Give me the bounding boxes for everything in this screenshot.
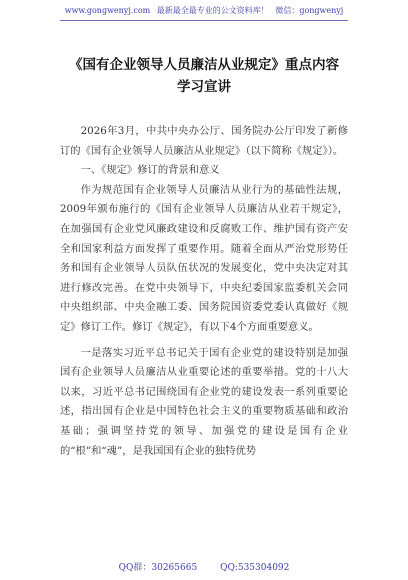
paragraph-point-one: 一是落实习近平总书记关于国有企业党的建设特别是加强国有企业领导人员廉洁从业重要论述的重要举措。党的十八大以来，习近平总书记围绕国有企业党的建设发表一系列重要论述，指出国有企业是中国特色社会主义的重要物质基础和政治基础；强调坚持党的领导、加强党的建设是国有企业的“根”和“魂”，是我国国有企业的独特优势 — [60, 346, 348, 457]
document-title — [40, 54, 368, 98]
page-header — [0, 6, 408, 16]
paragraph-background: 作为规范国有企业领导人员廉洁从业行为的基础性法规，2009年颁布施行的《国有企业领导人员廉洁从业若干规定》，在加强国有企业党风廉政建设和反腐败工作、维护国有资产安全和国家利益方面发挥了重要作用。随着全面从严治党形势任务和国有企业领导人员队伍状况的发展变化，党中央决定对其进行修改完善。在党中央领导下，中央纪委国家监委机关会同中央组织部、中央金融工委、国务院国资委党委认真做好《规定》修订工作。修订《规定》，有以下4个方面重要意义。 — [60, 183, 348, 333]
footer-qq: QQ:535304092 — [220, 563, 290, 573]
page-footer — [0, 562, 408, 574]
footer-qq-group: QQ群：30265665 — [118, 563, 198, 573]
document-body — [60, 122, 348, 461]
section-heading: 一、《规定》修订的背景和意义 — [80, 164, 220, 177]
title-line-1: 《国有企业领导人员廉洁从业规定》重点内容 — [69, 57, 339, 73]
header-website: www.gongwenyj.com — [64, 6, 151, 15]
header-divider — [60, 20, 348, 21]
header-slogan: 最新最全最专业的公文资料库！ — [156, 6, 269, 15]
title-line-2: 学习宣讲 — [177, 79, 231, 95]
header-wechat: 微信：gongwenyj — [275, 6, 344, 15]
paragraph-intro: 2026年3月，中共中央办公厅、国务院办公厅印发了新修订的《国有企业领导人员廉洁从业规定》（以下简称《规定》）。 — [60, 125, 348, 157]
